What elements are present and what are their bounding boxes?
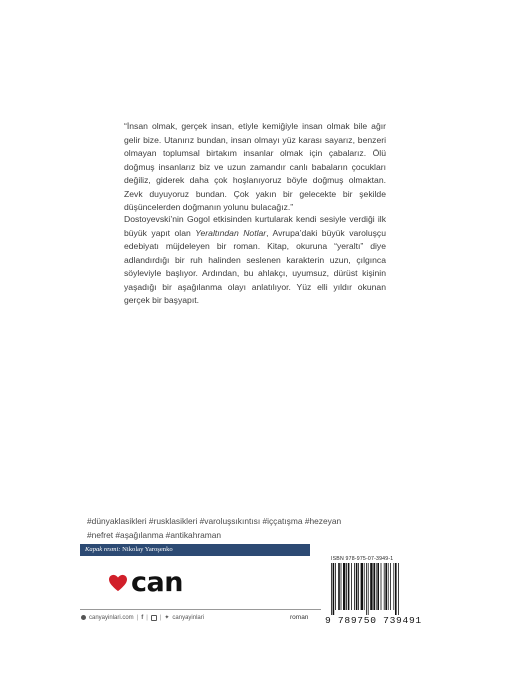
quote-text: “İnsan olmak, gerçek insan, etiyle kemiğiyle insan olmak bile ağır gelir bize. Utanırız bundan, insan olmayı yüz karası sayarız, benzeri olmayan toplumsal birtakım insanlar olmak için çabalarız. Ölü doğmuş insanlarız biz ve uzun zamandır canlı babaların çocukları değiliz, giderek daha çok hoşlanıyoruz böyle doğmuş olmaktan. Zevk duyuyoruz bundan. Çok yakın bir gelecekte bir şekilde düşüncelerden doğmanın yolunu bulacağız.” (124, 121, 386, 212)
separator: | (159, 614, 162, 621)
publisher-logo (108, 567, 183, 598)
cover-credit-bar (80, 544, 310, 556)
logo-wordmark: can (131, 567, 183, 598)
hashtags-line-1: #dünyaklasikleri #rusklasikleri #varoluşsıkıntısı #iççatışma #hezeyan (87, 516, 342, 526)
genre-label: roman (290, 614, 309, 621)
website-link[interactable]: canyayinlari.com (89, 614, 134, 621)
book-description (124, 213, 386, 308)
facebook-icon[interactable]: f (141, 614, 144, 621)
heart-icon (108, 574, 128, 592)
publisher-contacts (81, 614, 204, 621)
separator: | (146, 614, 148, 621)
book-title-italic: Yeraltından Notlar (195, 227, 267, 238)
back-cover-quote (124, 120, 386, 215)
twitter-icon[interactable]: ✦ (164, 615, 170, 621)
description-part2: , Avrupa’daki büyük varoluşçu edebiyatı müjdeleyen bir roman. Kitap, okuruna “yeraltı” diye adlandırdığı bir ruh halinden seslenen karakterin uzun, çılgınca söyleviyle başlıyor. Ardından, bu ahlakçı, uyumsuz, dürüst kişinin yaşadığı bir aşağılanma olayı anlatılıyor. Yüz elli yıldır okunan gerçek bir başyapıt. (124, 227, 386, 305)
isbn-text: ISBN 978-975-07-3949-1 (331, 556, 394, 562)
globe-icon (81, 615, 86, 620)
hashtags-line-2: #nefret #aşağılanma #antikahraman (87, 529, 222, 540)
hashtags (87, 515, 417, 542)
social-handle[interactable]: canyayinlari (172, 614, 205, 621)
instagram-icon[interactable] (151, 615, 157, 621)
description-part1: Dostoyevski’nin Gogol etkisinden kurtularak kendi sesiyle verdiği ilk büyük yapıt olan (124, 214, 386, 238)
barcode-number: 9 789750 739491 (325, 615, 422, 626)
cover-credit-label: Kapak resmi: (85, 546, 121, 553)
cover-credit-name: Nikolay Yaroşenko (122, 546, 173, 553)
separator: | (136, 614, 139, 621)
barcode-bars (331, 563, 415, 615)
